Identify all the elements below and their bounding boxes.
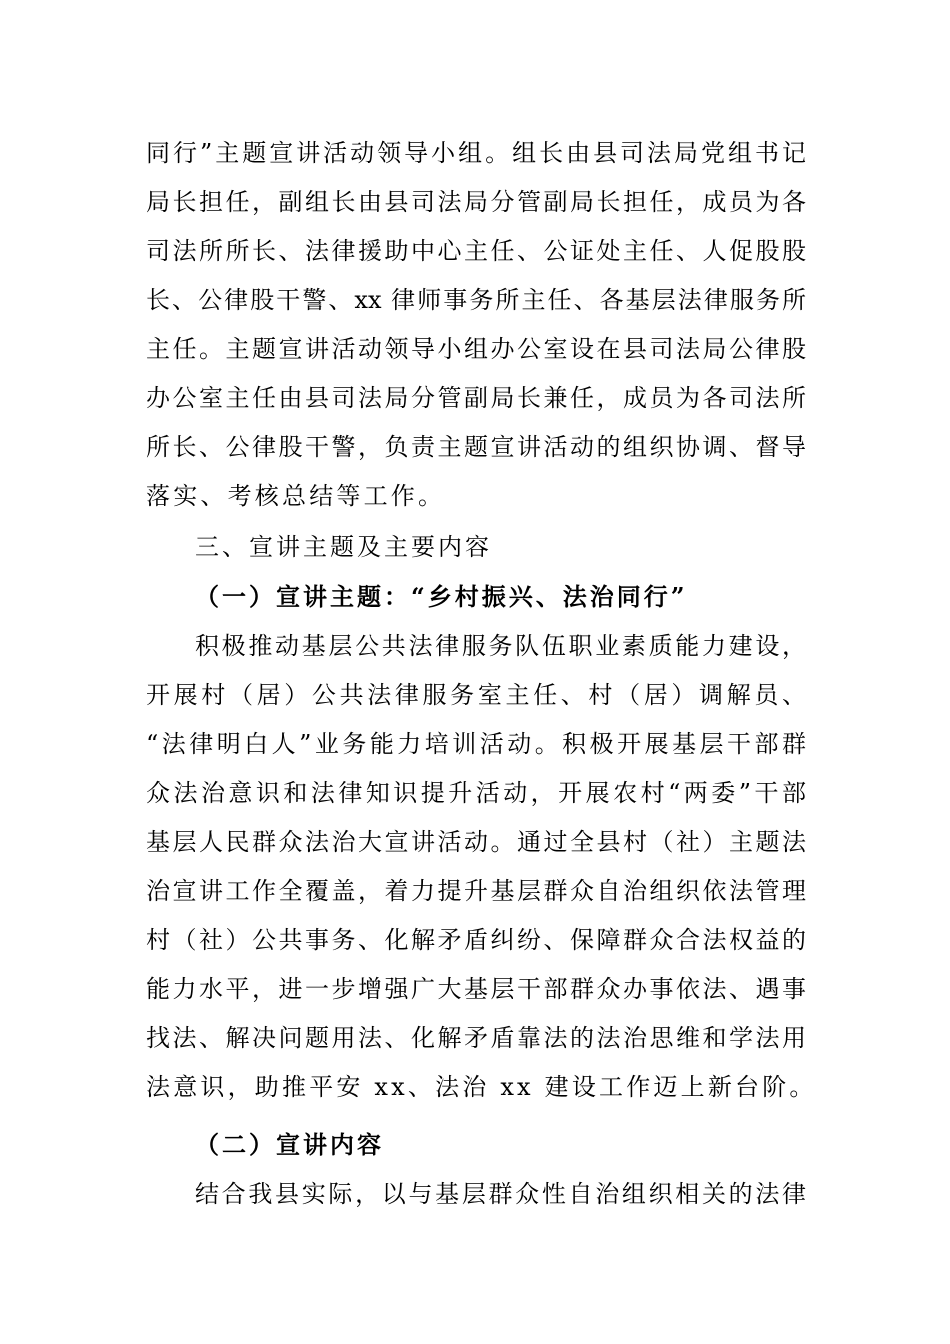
paragraph-2-line-1: 积极推动基层公共法律服务队伍职业素质能力建设， xyxy=(195,632,806,660)
paragraph-1-line-1: 同行”主题宣讲活动领导小组。组长由县司法局党组书记 xyxy=(146,139,806,167)
paragraph-1-line-6: 办公室主任由县司法局分管副局长兼任，成员为各司法所 xyxy=(146,384,806,412)
subsection-1-heading: （一）宣讲主题：“乡村振兴、法治同行” xyxy=(195,582,688,611)
paragraph-1-line-7: 所长、公律股干警，负责主题宣讲活动的组织协调、督导 xyxy=(146,433,806,461)
paragraph-1-line-8: 落实、考核总结等工作。 xyxy=(146,482,446,510)
paragraph-2-line-4: 众法治意识和法律知识提升活动，开展农村“两委”干部 xyxy=(146,779,806,807)
paragraph-3-line-1: 结合我县实际，以与基层群众性自治组织相关的法律 xyxy=(195,1180,806,1208)
paragraph-2-line-9: 找法、解决问题用法、化解矛盾靠法的法治思维和学法用 xyxy=(146,1024,806,1052)
paragraph-2-line-8: 能力水平，进一步增强广大基层干部群众办事依法、遇事 xyxy=(146,975,806,1003)
paragraph-1-line-4: 长、公律股干警、xx 律师事务所主任、各基层法律服务所 xyxy=(146,286,806,314)
paragraph-2-line-6: 治宣讲工作全覆盖，着力提升基层群众自治组织依法管理 xyxy=(146,877,806,905)
paragraph-2-line-5: 基层人民群众法治大宣讲活动。通过全县村（社）主题法 xyxy=(146,828,806,856)
paragraph-2-line-10: 法意识，助推平安 xx、法治 xx 建设工作迈上新台阶。 xyxy=(146,1073,817,1101)
paragraph-1-line-5: 主任。主题宣讲活动领导小组办公室设在县司法局公律股 xyxy=(146,335,806,363)
paragraph-2-line-7: 村（社）公共事务、化解矛盾纠纷、保障群众合法权益的 xyxy=(146,926,806,954)
subsection-2-heading: （二）宣讲内容 xyxy=(195,1130,384,1159)
section-3-heading: 三、宣讲主题及主要内容 xyxy=(195,533,492,561)
paragraph-1-line-2: 局长担任，副组长由县司法局分管副局长担任，成员为各 xyxy=(146,188,806,216)
paragraph-1-line-3: 司法所所长、法律援助中心主任、公证处主任、人促股股 xyxy=(146,237,806,265)
paragraph-2-line-3: “法律明白人”业务能力培训活动。积极开展基层干部群 xyxy=(146,730,806,758)
paragraph-2-line-2: 开展村（居）公共法律服务室主任、村（居）调解员、 xyxy=(146,681,806,709)
